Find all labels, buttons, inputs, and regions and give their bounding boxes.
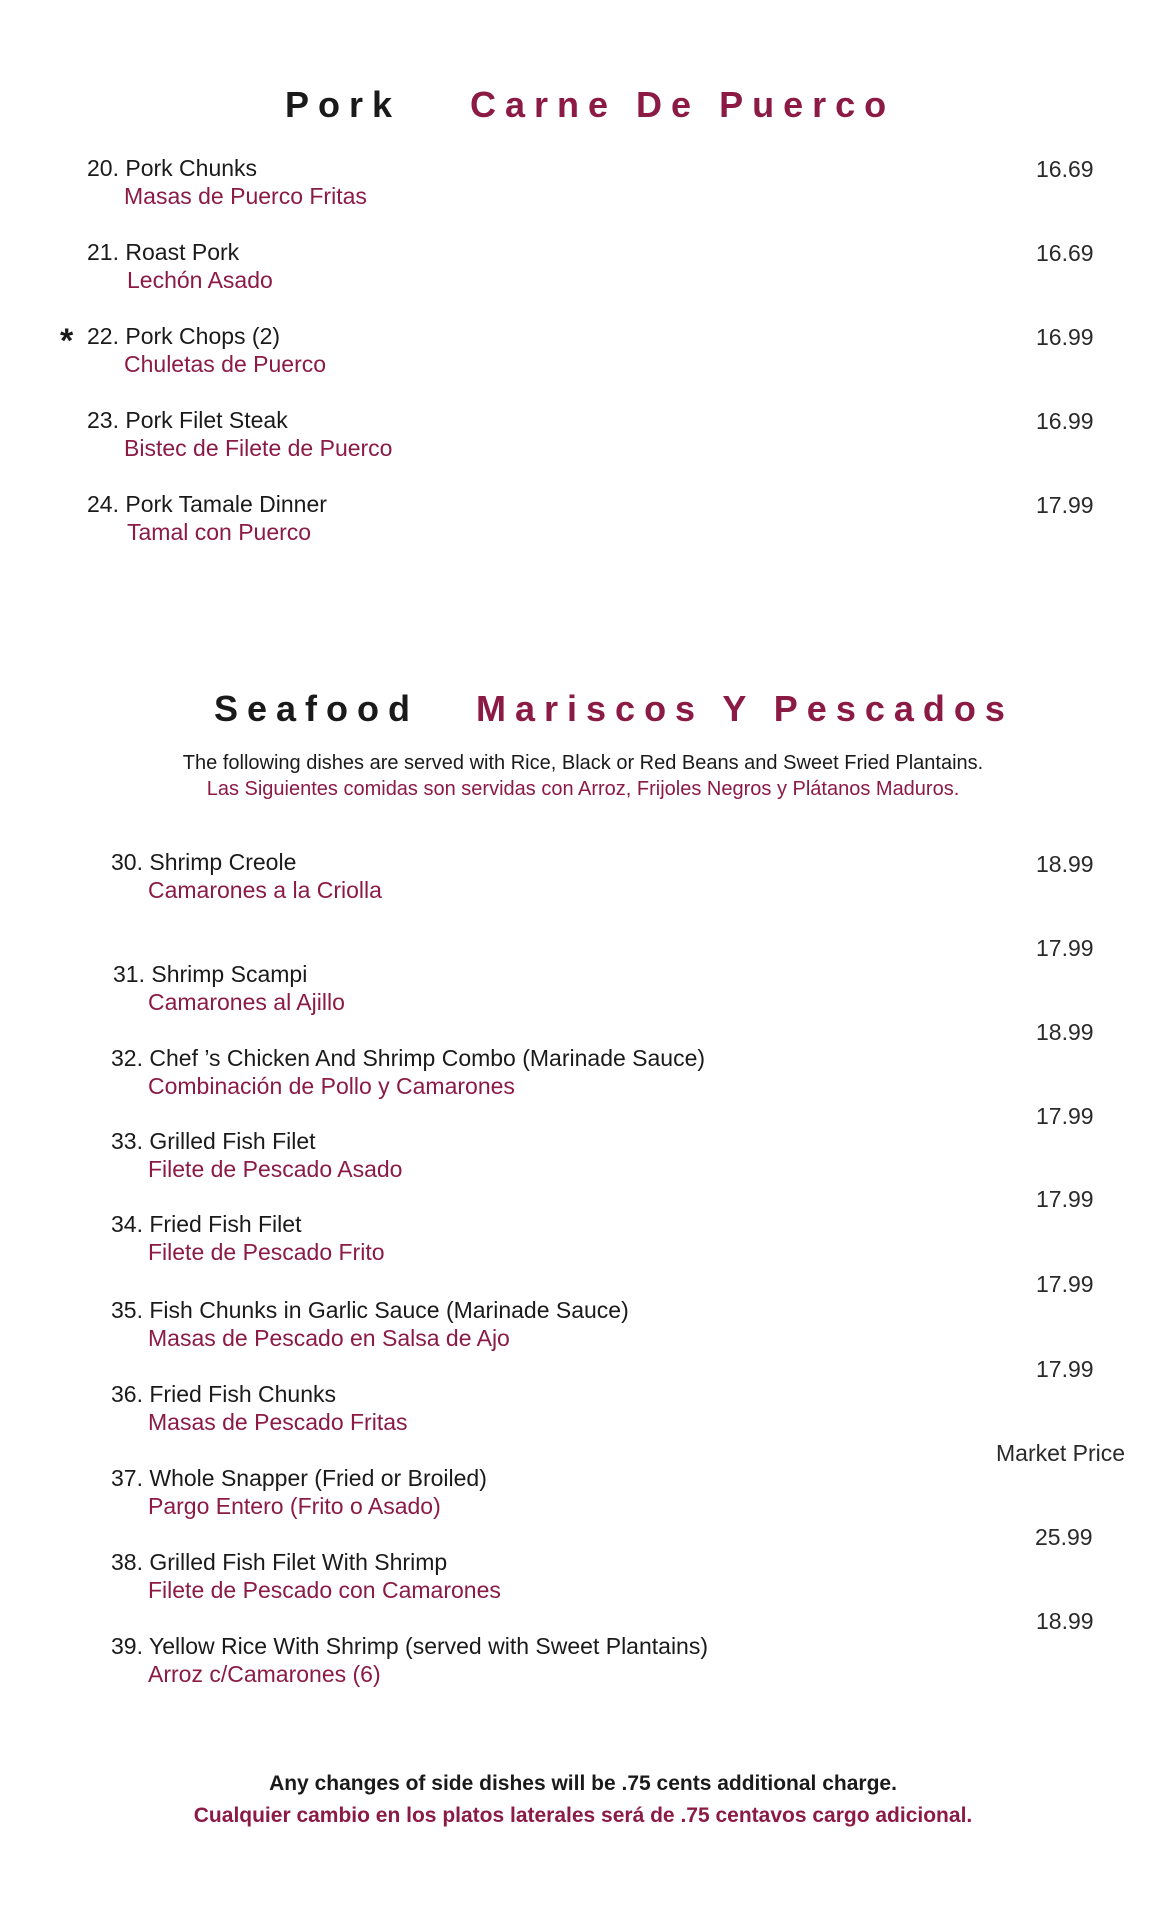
item-price: 16.69 (1036, 240, 1094, 266)
item-price: 16.99 (1036, 324, 1094, 350)
item-name-en: Shrimp Creole (149, 849, 297, 875)
item-number: 23. (87, 407, 119, 433)
item-price: 17.99 (1036, 492, 1094, 518)
pork-title-en: Pork (285, 84, 402, 125)
menu-item-36 (111, 1380, 408, 1436)
item-price: 17.99 (1036, 1103, 1094, 1129)
item-name-es: Combinación de Pollo y Camarones (148, 1073, 515, 1099)
item-name-es: Bistec de Filete de Puerco (124, 435, 393, 461)
seafood-intro-en: The following dishes are served with Rice, Black or Red Beans and Sweet Fried Plantains. (182, 752, 984, 774)
item-name-es: Camarones a la Criolla (148, 877, 382, 903)
item-number: 35. (111, 1297, 143, 1323)
item-number: 22. (87, 323, 119, 349)
menu-item-30 (111, 848, 382, 904)
item-name-en: Grilled Fish Filet With Shrimp (149, 1549, 448, 1575)
menu-item-38 (111, 1548, 501, 1604)
item-number: 37. (111, 1465, 143, 1491)
item-number: 39. (111, 1633, 143, 1659)
side-dish-notice-es: Cualquier cambio en los platos laterales será de .75 centavos cargo adicional. (193, 1804, 973, 1827)
menu-item-23 (87, 406, 392, 462)
item-number: 24. (87, 491, 119, 517)
item-name-es: Pargo Entero (Frito o Asado) (148, 1493, 441, 1519)
item-price: 18.99 (1036, 1608, 1094, 1634)
item-number: 32. (111, 1045, 143, 1071)
item-name-es: Camarones al Ajillo (148, 989, 345, 1015)
item-number: 31. (113, 961, 145, 987)
item-price: 18.99 (1036, 1019, 1094, 1045)
item-price: 18.99 (1036, 851, 1094, 877)
item-name-en: Fried Fish Filet (149, 1211, 302, 1237)
item-number: 36. (111, 1381, 143, 1407)
menu-item-32 (111, 1044, 705, 1100)
menu-item-21 (87, 238, 273, 294)
item-name-es: Tamal con Puerco (127, 519, 312, 545)
spicy-mark: * (60, 322, 74, 360)
item-price: 17.99 (1036, 1356, 1094, 1382)
seafood-intro (0, 750, 1166, 802)
item-number: 33. (111, 1128, 143, 1154)
item-name-en: Roast Pork (125, 239, 240, 265)
menu-item-24 (87, 490, 327, 546)
menu-item-33 (111, 1127, 402, 1183)
item-number: 34. (111, 1211, 143, 1237)
item-number: 38. (111, 1549, 143, 1575)
item-number: 20. (87, 155, 119, 181)
menu-item-35 (111, 1296, 629, 1352)
menu-item-37 (111, 1464, 487, 1520)
item-name-en: Pork Chops (2) (125, 323, 281, 349)
item-price: 17.99 (1036, 1186, 1094, 1212)
item-name-es: Lechón Asado (127, 267, 273, 293)
item-number: 30. (111, 849, 143, 875)
menu-item-34 (111, 1210, 385, 1266)
item-name-es: Filete de Pescado con Camarones (148, 1577, 501, 1603)
item-name-es: Filete de Pescado Asado (148, 1156, 403, 1182)
item-name-en: Chef ’s Chicken And Shrimp Combo (Marinade Sauce) (149, 1045, 706, 1071)
item-name-es: Masas de Puerco Fritas (124, 183, 367, 209)
item-name-es: Masas de Pescado Fritas (148, 1409, 408, 1435)
item-name-en: Pork Chunks (125, 155, 258, 181)
item-number: 21. (87, 239, 119, 265)
item-name-en: Yellow Rice With Shrimp (served with Sweet Plantains) (148, 1633, 708, 1659)
seafood-title-es: Mariscos Y Pescados (476, 688, 1014, 729)
pork-title-es: Carne De Puerco (470, 84, 896, 125)
menu-item-31 (113, 960, 345, 1016)
item-name-en: Fried Fish Chunks (149, 1381, 336, 1407)
item-name-en: Fish Chunks in Garlic Sauce (Marinade Sauce) (149, 1297, 629, 1323)
menu-item-22 (87, 322, 326, 378)
side-dish-notice (0, 1768, 1166, 1832)
menu-item-39 (111, 1632, 708, 1688)
item-name-es: Masas de Pescado en Salsa de Ajo (148, 1325, 510, 1351)
seafood-title-en: Seafood (214, 688, 420, 729)
item-name-es: Arroz c/Camarones (6) (148, 1661, 381, 1687)
item-price: 17.99 (1036, 935, 1094, 961)
item-price: 25.99 (1035, 1524, 1093, 1550)
menu-item-20 (87, 154, 367, 210)
item-name-en: Pork Tamale Dinner (125, 491, 327, 517)
side-dish-notice-en: Any changes of side dishes will be .75 cents additional charge. (269, 1772, 897, 1795)
item-name-en: Grilled Fish Filet (149, 1128, 316, 1154)
item-price: Market Price (996, 1440, 1126, 1466)
item-name-en: Pork Filet Steak (125, 407, 288, 433)
item-name-en: Whole Snapper (Fried or Broiled) (149, 1465, 487, 1491)
item-name-es: Filete de Pescado Frito (148, 1239, 385, 1265)
item-name-es: Chuletas de Puerco (124, 351, 327, 377)
item-price: 16.69 (1036, 156, 1094, 182)
item-price: 17.99 (1036, 1271, 1094, 1297)
item-price: 16.99 (1036, 408, 1094, 434)
seafood-intro-es: Las Siguientes comidas son servidas con Arroz, Frijoles Negros y Plátanos Maduros. (206, 778, 960, 800)
item-name-en: Shrimp Scampi (151, 961, 308, 987)
